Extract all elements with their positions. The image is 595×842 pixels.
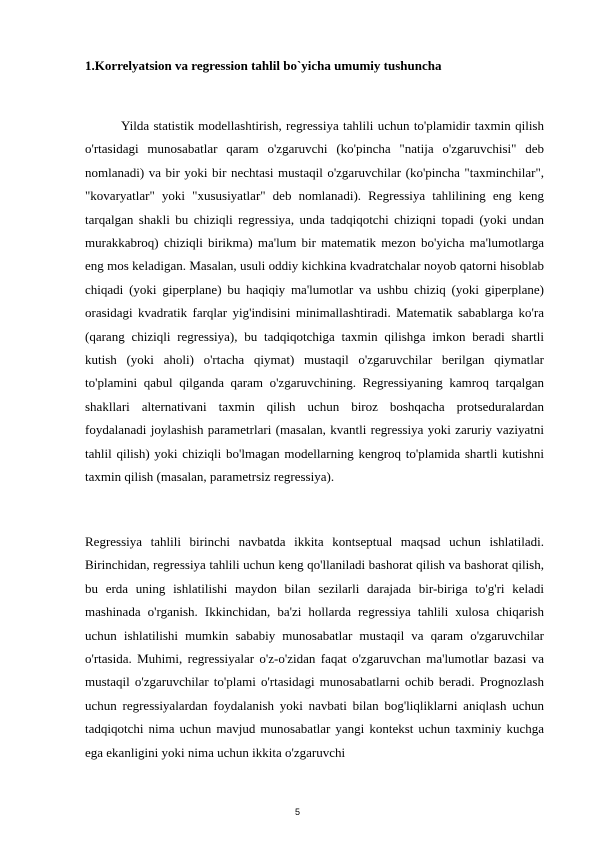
paragraph-regression-definition: Yilda statistik modellashtirish, regressiya tahlili uchun to'plamidir taxmin qilish o'rtasidagi munosabatlar qaram o'zgaruvchi (ko'pincha "natija o'zgaruvchisi" deb nomlanadi) va bir yoki bir nechtasi mustaqil o'zgaruvchilar (ko'pincha "taxminchilar", "kovaryatlar" yoki "xususiyatlar" deb nomlanadi). Regressiya tahlilining eng keng tarqalgan shakli bu chiziqli regressiya, unda tadqiqotchi chiziqni topadi (yoki undan murakkabroq) chiziqli birikma) ma'lum bir matematik mezon bo'yicha ma'lumotlarga eng mos keladigan. Masalan, usuli oddiy kichkina kvadratchalar noyob qatorni hisoblab chiqadi (yoki giperplane) bu haqiqiy ma'lumotlar va ushbu chiziq (yoki giperplane) orasidagi kvadratik farqlar yig'indisini minimallashtiradi. Matematik sabablarga ko'ra (qarang chiziqli regressiya), bu tadqiqotchiga taxmin qilishga imkon beradi shartli kutish (yoki aholi) o'rtacha qiymat) mustaqil o'zgaruvchilar berilgan qiymatlar to'plamini qabul qilganda qaram o'zgaruvchining. Regressiyaning kamroq tarqalgan shakllari alternativani taxmin qilish uchun biroz boshqacha protseduralardan foydalanadi joylashish parametrlari (masalan, kvantli regressiya yoki zaruriy vaziyatni tahlil qilish) yoki chiziqli bo'lmagan modellarning kengroq to'plamida shartli kutishni taxmin qilish (masalan, parametrsiz regressiya). bbox=[85, 118, 544, 485]
section-heading: 1.Korrelyatsion va regression tahlil bo`yicha umumiy tushuncha bbox=[85, 58, 442, 73]
page-number: 5 bbox=[294, 807, 300, 817]
paragraph-regression-purposes: Regressiya tahlili birinchi navbatda ikkita kontseptual maqsad uchun ishlatiladi. Birinchidan, regressiya tahlili uchun keng qo'llaniladi bashorat qilish va bashorat qilish, bu erda uning ishlatilishi maydon bilan sezilarli darajada bir-biriga to'g'ri keladi mashinada o'rganish. Ikkinchidan, ba'zi hollarda regressiya tahlili xulosa chiqarish uchun ishlatilishi mumkin sababiy munosabatlar mustaqil va qaram o'zgaruvchilar o'rtasida. Muhimi, regressiyalar o'z-o'zidan faqat o'zgaruvchan ma'lumotlar bazasi va mustaqil o'zgaruvchilar to'plami o'rtasidagi munosabatlarni ochib beradi. Prognozlash uchun regressiyalardan foydalanish yoki navbati bilan bog'liqliklarni aniqlash uchun tadqiqotchi nima uchun mavjud munosabatlar yangi kontekst uchun taxminiy kuchga ega ekanligini yoki nima uchun ikkita o'zgaruvchi bbox=[85, 534, 544, 760]
